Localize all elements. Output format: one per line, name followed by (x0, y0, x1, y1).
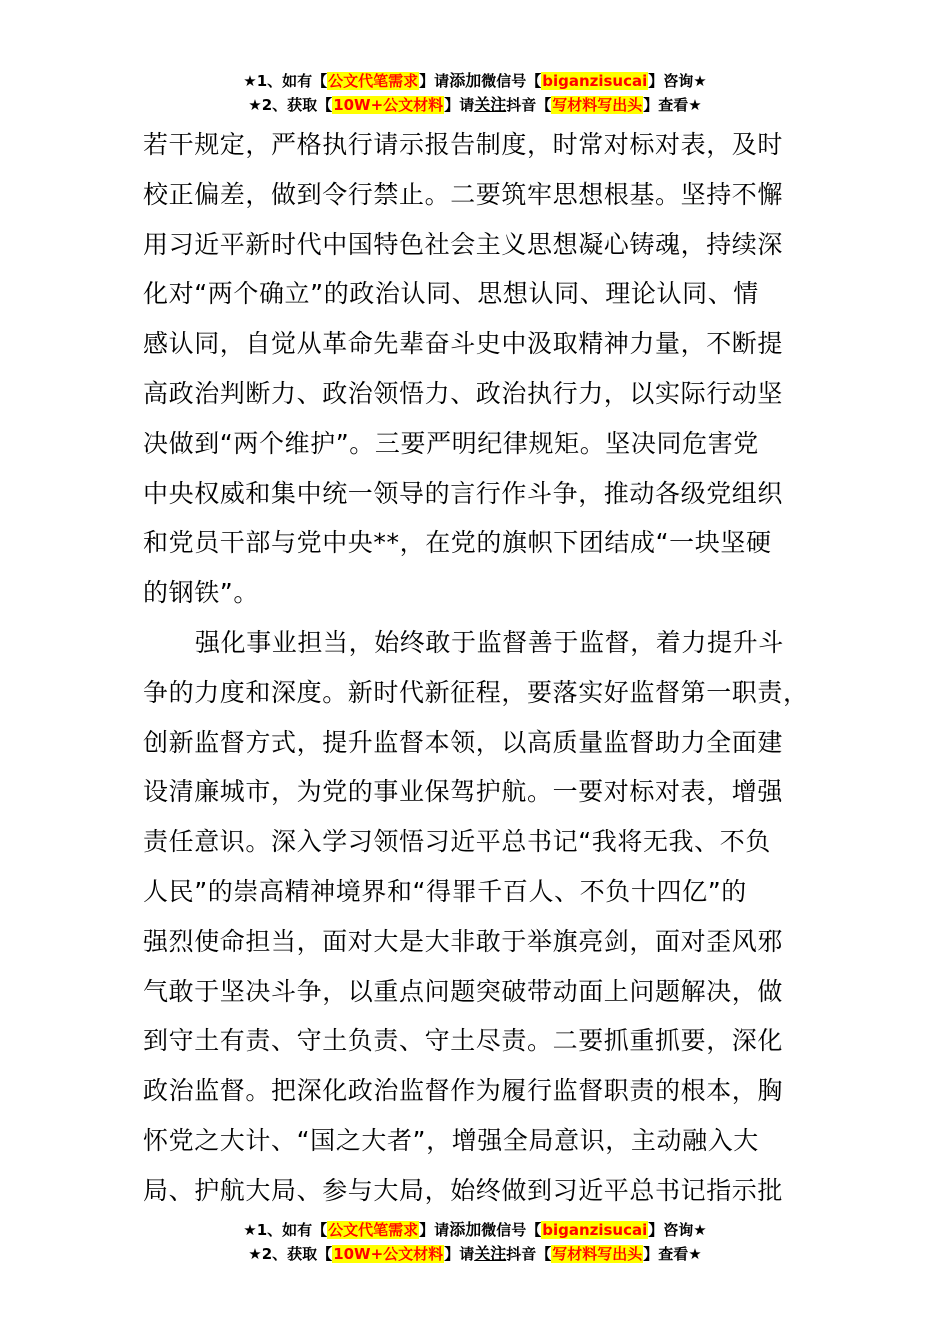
body-line: 和党员干部与党中央**，在党的旗帜下团结成“一块坚硬 (143, 528, 772, 558)
banner-text: ★2、获取【 (248, 1245, 333, 1263)
body-line: 责任意识。深入学习领悟习近平总书记“我将无我、不负 (143, 827, 771, 857)
banner-emphasis: 添加 (449, 1220, 482, 1239)
banner-text: 】请 (444, 96, 475, 114)
body-line: 争的力度和深度。新时代新征程，要落实好监督第一职责， (143, 677, 809, 707)
banner-text: ★1、如有【 (243, 72, 328, 90)
banner-emphasis: 关注 (474, 1244, 507, 1263)
banner-text: 微信号【 (481, 72, 542, 90)
banner-text: ★2、获取【 (248, 96, 333, 114)
highlight-douyin-account: 写材料写出头 (552, 1245, 643, 1263)
body-line: 校正偏差，做到令行禁止。二要筑牢思想根基。坚持不懈 (143, 179, 784, 209)
banner-text: 抖音【 (506, 1245, 552, 1263)
header-banner (0, 69, 950, 117)
banner-text: ★1、如有【 (243, 1221, 328, 1239)
highlight-wechat-id: biganzisucai (542, 72, 648, 90)
highlight-douyin-account: 写材料写出头 (552, 96, 643, 114)
banner-text: 】查看★ (643, 96, 702, 114)
highlight-wechat-id: biganzisucai (542, 1221, 648, 1239)
body-line: 若干规定，严格执行请示报告制度，时常对标对表，及时 (143, 130, 784, 159)
body-line: 到守土有责、守土负责、守土尽责。二要抓重抓要，深化 (143, 1026, 784, 1056)
body-line: 怀党之大计、“国之大者”，增强全局意识，主动融入大 (143, 1125, 759, 1155)
body-line: 决做到“两个维护”。三要严明纪律规矩。坚决同危害党 (143, 428, 759, 458)
body-line: 人民”的崇高精神境界和“得罪千百人、不负十四亿”的 (143, 876, 747, 906)
banner-line-1 (0, 1218, 950, 1242)
banner-text: 】请 (419, 1221, 450, 1239)
banner-text: 】查看★ (643, 1245, 702, 1263)
highlight-service: 公文代笔需求 (328, 72, 419, 90)
banner-emphasis: 关注 (474, 95, 507, 114)
body-line: 创新监督方式，提升监督本领，以高质量监督助力全面建 (143, 727, 784, 757)
highlight-materials: 10W+公文材料 (333, 1245, 444, 1263)
banner-text: 】咨询★ (648, 72, 707, 90)
body-line: 气敢于坚决斗争，以重点问题突破带动面上问题解决，做 (143, 976, 784, 1006)
body-line: 高政治判断力、政治领悟力、政治执行力，以实际行动坚 (143, 378, 784, 408)
paragraph-start-line: 强化事业担当，始终敢于监督善于监督，着力提升斗 (195, 627, 784, 657)
body-line: 局、护航大局、参与大局，始终做到习近平总书记指示批 (143, 1175, 784, 1205)
banner-line-2 (0, 1242, 950, 1266)
body-line: 化对“两个确立”的政治认同、思想认同、理论认同、情 (143, 279, 759, 309)
banner-text: 】咨询★ (648, 1221, 707, 1239)
banner-emphasis: 添加 (449, 71, 482, 90)
body-line: 设清廉城市，为党的事业保驾护航。一要对标对表，增强 (143, 777, 784, 807)
banner-line-2 (0, 93, 950, 117)
highlight-service: 公文代笔需求 (328, 1221, 419, 1239)
body-line: 用习近平新时代中国特色社会主义思想凝心铸魂，持续深 (143, 229, 784, 259)
body-line: 强烈使命担当，面对大是大非敢于举旗亮剑，面对歪风邪 (143, 926, 784, 956)
document-body (143, 120, 813, 1216)
banner-line-1 (0, 69, 950, 93)
banner-text: 】请 (444, 1245, 475, 1263)
body-line: 感认同，自觉从革命先辈奋斗史中汲取精神力量，不断提 (143, 329, 784, 359)
body-line: 政治监督。把深化政治监督作为履行监督职责的根本，胸 (143, 1076, 784, 1106)
highlight-materials: 10W+公文材料 (333, 96, 444, 114)
banner-text: 微信号【 (481, 1221, 542, 1239)
body-line: 的钢铁”。 (143, 578, 259, 608)
banner-text: 】请 (419, 72, 450, 90)
banner-text: 抖音【 (506, 96, 552, 114)
body-line: 中央权威和集中统一领导的言行作斗争，推动各级党组织 (143, 478, 784, 508)
footer-banner (0, 1218, 950, 1266)
